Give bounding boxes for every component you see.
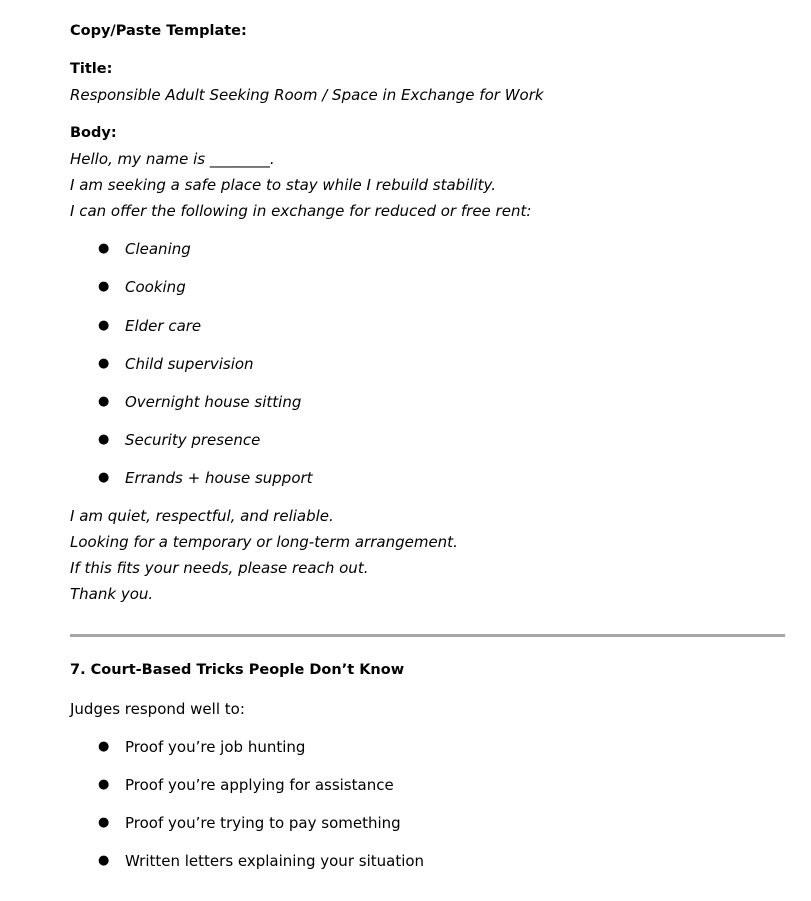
body-line: I can offer the following in exchange for reduced or free rent:: [70, 202, 532, 220]
title-text: Responsible Adult Seeking Room / Space in Exchange for Work: [70, 86, 544, 104]
offer-item: Overnight house sitting: [125, 393, 302, 411]
bullet-icon: ●: [98, 777, 110, 792]
body-line: I am seeking a safe place to stay while I rebuild stability.: [70, 176, 497, 194]
bullet-icon: ●: [98, 356, 110, 371]
offer-item: Child supervision: [125, 355, 254, 373]
bullet-icon: ●: [98, 853, 110, 868]
closing-line: Thank you.: [70, 585, 154, 603]
section7-item: Proof you’re job hunting: [125, 738, 306, 756]
section7-intro: Judges respond well to:: [70, 700, 245, 718]
closing-line: I am quiet, respectful, and reliable.: [70, 507, 334, 525]
horizontal-divider: [70, 634, 785, 637]
bullet-icon: ●: [98, 815, 110, 830]
offer-item: Elder care: [125, 317, 202, 335]
offer-item: Security presence: [125, 431, 261, 449]
closing-line: If this fits your needs, please reach out.: [70, 559, 369, 577]
section7-item: Proof you’re applying for assistance: [125, 776, 394, 794]
title-label: Title:: [70, 61, 113, 77]
bullet-icon: ●: [98, 241, 110, 256]
body-line: Hello, my name is ________.: [70, 150, 275, 168]
bullet-icon: ●: [98, 279, 110, 294]
section7-item: Proof you’re trying to pay something: [125, 814, 401, 832]
offer-item: Cleaning: [125, 240, 191, 258]
section7-heading: 7. Court-Based Tricks People Don’t Know: [70, 662, 405, 678]
bullet-icon: ●: [98, 432, 110, 447]
bullet-icon: ●: [98, 394, 110, 409]
offer-item: Cooking: [125, 278, 186, 296]
bullet-icon: ●: [98, 739, 110, 754]
section7-item: Written letters explaining your situation: [125, 852, 425, 870]
bullet-icon: ●: [98, 318, 110, 333]
closing-line: Looking for a temporary or long-term arrangement.: [70, 533, 458, 551]
template-heading: Copy/Paste Template:: [70, 23, 247, 39]
offer-item: Errands + house support: [125, 469, 313, 487]
body-label: Body:: [70, 125, 117, 141]
bullet-icon: ●: [98, 470, 110, 485]
